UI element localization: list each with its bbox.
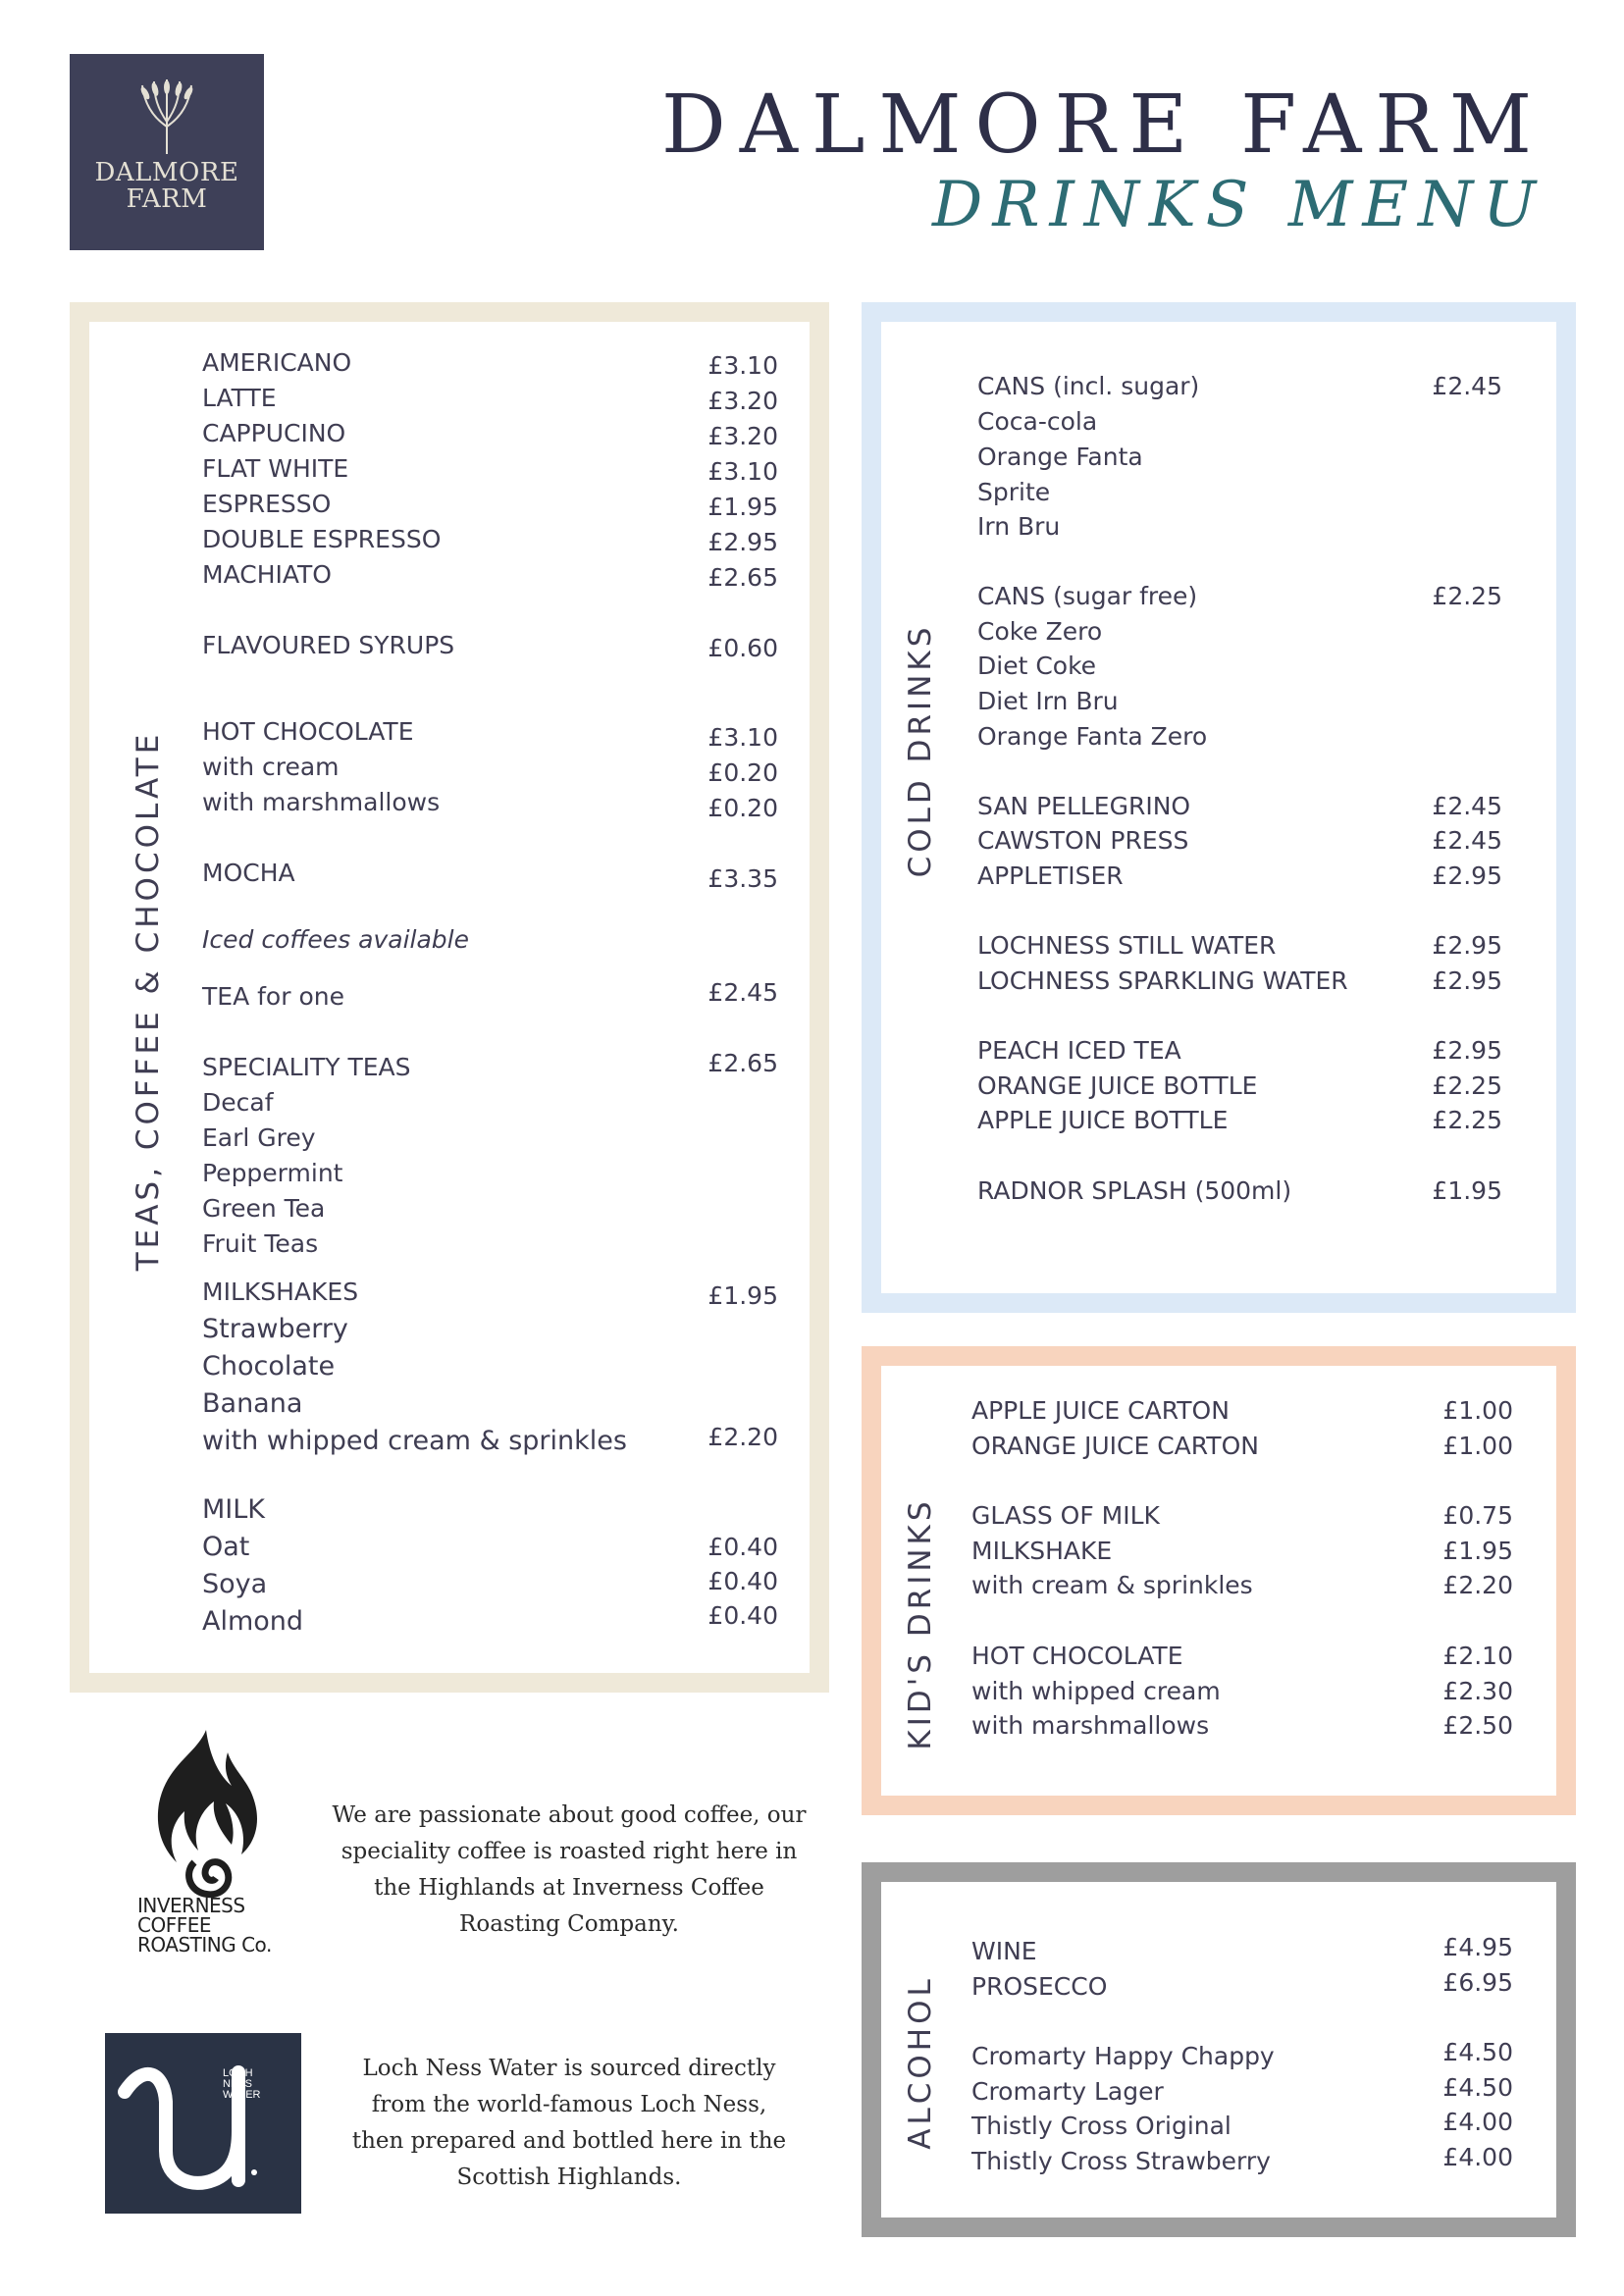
menu-item: APPLETISER [977,861,1124,890]
menu-price: £3.20 [707,387,778,415]
menu-item: with cream [202,753,340,781]
menu-price: £2.25 [1432,1071,1502,1100]
menu-item: MILK [202,1494,266,1525]
menu-price: £2.45 [1432,372,1502,400]
menu-price: £0.75 [1442,1501,1513,1530]
loch-ness-water-logo [105,2033,301,2214]
menu-price: £0.40 [707,1533,778,1561]
menu-item: with marshmallows [971,1711,1210,1740]
menu-item: Sprite [977,478,1051,506]
menu-item: HOT CHOCOLATE [971,1642,1183,1670]
loch-ness-logo-text: LOCH NESS WATER [223,2067,261,2101]
menu-price: £0.20 [707,794,778,822]
menu-price: £2.95 [1432,931,1502,960]
menu-item: CAPPUCINO [202,419,346,447]
page-subtitle: DRINKS MENU [932,169,1545,241]
menu-price: £2.10 [1442,1642,1513,1670]
menu-price: £2.45 [1432,792,1502,820]
menu-item: CAWSTON PRESS [977,826,1189,855]
menu-item: Peppermint [202,1159,343,1187]
menu-item: RADNOR SPLASH (500ml) [977,1176,1292,1205]
menu-price: £2.95 [1432,1036,1502,1065]
coffee-text-line: Roasting Company. [459,1911,679,1937]
water-text-line: then prepared and bottled here in the [351,2128,787,2154]
menu-price: £2.50 [1442,1711,1513,1740]
menu-item: Thistly Cross Strawberry [971,2147,1271,2175]
menu-item: Oat [202,1532,250,1562]
menu-item: DOUBLE ESPRESSO [202,525,442,553]
menu-price: £1.95 [1432,1176,1502,1205]
menu-item: Thistly Cross Original [971,2112,1231,2140]
menu-price: £3.10 [707,723,778,752]
menu-item: Orange Fanta Zero [977,722,1208,751]
menu-price: £1.00 [1442,1432,1513,1460]
menu-item: ORANGE JUICE CARTON [971,1432,1259,1460]
menu-price: £0.40 [707,1567,778,1595]
menu-item: Orange Fanta [977,443,1143,471]
alcohol-label: ALCOHOL [903,1975,938,2150]
menu-price: £2.65 [707,1049,778,1077]
menu-item: CANS (incl. sugar) [977,372,1200,400]
menu-price: £2.45 [1432,826,1502,855]
menu-price: £1.95 [707,1281,778,1310]
logo-text-line1: DALMORE [94,158,239,187]
menu-price: £6.95 [1442,1968,1513,1997]
menu-item: Cromarty Lager [971,2077,1164,2106]
coffee-supplier-text [324,1798,814,1943]
menu-price: £1.95 [1442,1537,1513,1565]
flame-icon [137,1725,270,1902]
menu-price: £0.20 [707,758,778,787]
menu-price: £2.30 [1442,1677,1513,1705]
menu-price: £2.95 [1432,861,1502,890]
menu-item: APPLE JUICE BOTTLE [977,1106,1229,1134]
menu-price: £2.65 [707,563,778,592]
menu-item: Banana [202,1388,303,1419]
menu-price: £4.50 [1442,2073,1513,2102]
coffee-text-line: speciality coffee is roasted right here in [341,1839,798,1864]
menu-item: SAN PELLEGRINO [977,792,1191,820]
loch-ness-u-icon [105,2033,301,2214]
inverness-line2: COFFEE [137,1913,211,1937]
menu-price: £4.00 [1442,2143,1513,2171]
menu-item: LATTE [202,384,277,412]
water-text-line: Scottish Highlands. [456,2165,682,2190]
wheat-icon [132,78,201,156]
coffee-text-line: the Highlands at Inverness Coffee [374,1875,764,1901]
water-text-line: from the world-famous Loch Ness, [371,2092,767,2117]
menu-item: PROSECCO [971,1972,1108,2001]
menu-item: Green Tea [202,1194,326,1223]
menu-item: with whipped cream & sprinkles [202,1426,627,1456]
menu-price: £2.45 [707,978,778,1007]
menu-price: £1.95 [707,493,778,521]
menu-item: TEA for one [202,982,344,1011]
menu-item: AMERICANO [202,348,352,377]
menu-price: £3.10 [707,457,778,486]
menu-item: Cromarty Happy Chappy [971,2042,1275,2070]
menu-price: £0.40 [707,1601,778,1630]
menu-price: £4.00 [1442,2108,1513,2136]
menu-item: Strawberry [202,1314,348,1344]
menu-item: with marshmallows [202,788,441,816]
menu-price: £2.20 [707,1423,778,1451]
page-title: DALMORE FARM [661,78,1545,172]
menu-price: £2.20 [1442,1571,1513,1599]
menu-item: SPECIALITY TEAS [202,1053,411,1081]
menu-item: APPLE JUICE CARTON [971,1396,1230,1425]
menu-item: MILKSHAKES [202,1278,359,1306]
coffee-text-line: We are passionate about good coffee, our [332,1802,807,1828]
menu-price: £3.20 [707,422,778,450]
menu-item: MOCHA [202,859,295,887]
menu-item: Chocolate [202,1351,336,1382]
menu-item: Almond [202,1606,304,1637]
menu-price: £1.00 [1442,1396,1513,1425]
menu-item: GLASS OF MILK [971,1501,1160,1530]
menu-price: £2.95 [707,528,778,556]
menu-item: with whipped cream [971,1677,1221,1705]
menu-price: £2.25 [1432,582,1502,610]
menu-price: £2.95 [1432,966,1502,995]
menu-price: £3.35 [707,864,778,893]
menu-note: Iced coffees available [202,925,469,954]
menu-item: ORANGE JUICE BOTTLE [977,1071,1258,1100]
menu-item: Earl Grey [202,1123,316,1152]
menu-price: £2.25 [1432,1106,1502,1134]
menu-item: Diet Coke [977,652,1097,680]
menu-item: with cream & sprinkles [971,1571,1253,1599]
menu-price: £4.95 [1442,1933,1513,1961]
menu-item: WINE [971,1937,1037,1965]
menu-item: Fruit Teas [202,1229,319,1258]
menu-item: FLAT WHITE [202,454,349,483]
menu-item: Coke Zero [977,617,1103,646]
menu-item: HOT CHOCOLATE [202,717,414,746]
menu-item: Soya [202,1569,268,1599]
hot-drinks-label: TEAS, COFFEE & CHOCOLATE [131,730,166,1272]
menu-price: £0.60 [707,634,778,662]
menu-price: £4.50 [1442,2038,1513,2066]
dalmore-farm-logo [70,54,264,250]
menu-item: FLAVOURED SYRUPS [202,631,455,659]
menu-item: Diet Irn Bru [977,687,1119,715]
menu-item: CANS (sugar free) [977,582,1198,610]
menu-item: MILKSHAKE [971,1537,1113,1565]
menu-item: PEACH ICED TEA [977,1036,1181,1065]
menu-item: ESPRESSO [202,490,332,518]
menu-item: Coca-cola [977,407,1098,436]
water-text-line: Loch Ness Water is sourced directly [362,2056,776,2081]
menu-item: Irn Bru [977,512,1061,541]
inverness-line3: ROASTING Co. [137,1933,272,1957]
menu-item: Decaf [202,1088,274,1117]
menu-price: £3.10 [707,351,778,380]
water-supplier-text [324,2051,814,2196]
menu-item: LOCHNESS SPARKLING WATER [977,966,1348,995]
cold-drinks-label: COLD DRINKS [903,623,938,878]
menu-item: MACHIATO [202,560,332,589]
kids-drinks-label: KID'S DRINKS [903,1497,938,1750]
inverness-line1: INVERNESS [137,1894,245,1917]
menu-item: LOCHNESS STILL WATER [977,931,1277,960]
logo-text-line2: FARM [126,184,208,214]
